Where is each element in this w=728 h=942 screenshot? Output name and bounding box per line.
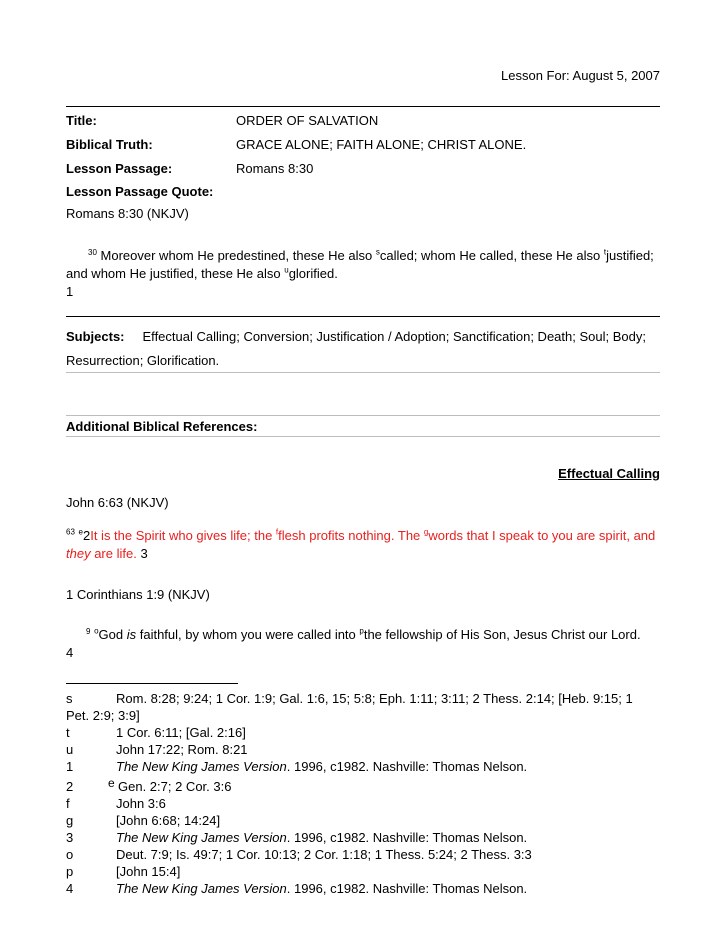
footnote-item: t 1 Cor. 6:11; [Gal. 2:16]: [66, 725, 246, 740]
section-heading-effectual-calling: Effectual Calling: [558, 466, 660, 481]
subjects-list: Effectual Calling; Conversion; Justification / Adoption; Sanctification; Death; Soul; Body;: [142, 329, 646, 344]
footnote-item: 3 The New King James Version. 1996, c1982. Nashville: Thomas Nelson.: [66, 830, 528, 845]
footnote-item: f John 3:6: [66, 796, 166, 811]
footnote-mark: e: [78, 527, 83, 537]
footnote-mark: u: [284, 265, 289, 275]
lesson-passage-label: Lesson Passage:: [66, 161, 173, 176]
biblical-truth-label: Biblical Truth:: [66, 137, 153, 152]
footnote-item: o Deut. 7:9; Is. 49:7; 1 Cor. 10:13; 2 Cor. 1:18; 1 Thess. 5:24; 2 Thess. 3:3: [66, 847, 532, 862]
footnote-ref: 1: [66, 284, 74, 299]
footnote-item: s Rom. 8:28; 9:24; 1 Cor. 1:9; Gal. 1:6, 15; 5:8; Eph. 1:11; 3:11; 2 Thess. 2:14; [Heb. 9:15; 1: [66, 691, 633, 706]
biblical-truth-value: GRACE ALONE; FAITH ALONE; CHRIST ALONE.: [236, 137, 527, 152]
verse-number: 30: [88, 247, 97, 257]
lesson-date: Lesson For: August 5, 2007: [501, 68, 660, 83]
subjects-label: Subjects:: [66, 329, 125, 344]
footnote-item: p [John 15:4]: [66, 864, 181, 879]
footnote-ref: 3: [140, 546, 148, 561]
reference-1-cor-1-9: 1 Corinthians 1:9 (NKJV): [66, 587, 210, 602]
footnote-item: Pet. 2:9; 3:9]: [66, 708, 140, 723]
footnote-item: g [John 6:68; 14:24]: [66, 813, 221, 828]
verse-number: 63: [66, 527, 75, 537]
header-divider: [66, 106, 660, 107]
footnote-ref: 2: [82, 528, 91, 543]
title-label: Title:: [66, 113, 97, 128]
footnote-mark: t: [603, 247, 607, 257]
footnote-mark: f: [275, 527, 279, 537]
footnote-separator: [66, 683, 238, 684]
footnote-mark: p: [359, 626, 364, 636]
footnote-item: 1 The New King James Version. 1996, c1982. Nashville: Thomas Nelson.: [66, 759, 528, 774]
verse-divider: [66, 316, 660, 317]
subjects-block: [66, 325, 666, 373]
passage-quote-ref: Romans 8:30 (NKJV): [66, 206, 189, 221]
footnote-mark: s: [375, 247, 380, 257]
footnote-ref: 4: [66, 645, 74, 660]
lesson-verse: $^{30}$ Moreover whom He predestined, these He also $^s$called; whom He called, these He also $^t$justified; and whom He justified, these He also $^u$glorified. 1: [66, 247, 654, 299]
subjects-divider: [66, 372, 660, 373]
passage-quote-label: Lesson Passage Quote:: [66, 184, 214, 199]
additional-top-rule: [66, 415, 660, 416]
verse-john-6-63: $^{63}$ $^e$2It is the Spirit who gives life; the $^f$flesh profits nothing. The $^g$words that I speak to you are spirit, and they are life. 3: [66, 527, 656, 561]
footnote-mark: g: [423, 527, 429, 537]
title-value: ORDER OF SALVATION: [236, 113, 379, 128]
subjects-list-cont: Resurrection; Glorification.: [66, 353, 220, 368]
footnote-item: 2 e Gen. 2:7; 2 Cor. 3:6: [66, 776, 232, 794]
additional-bottom-rule: [66, 436, 660, 437]
footnote-mark: o: [94, 626, 99, 636]
footnote-item: 4 The New King James Version. 1996, c1982. Nashville: Thomas Nelson.: [66, 881, 528, 896]
verse-1-cor-1-9: $^9$ $^o$God is faithful, by whom you were called into $^p$the fellowship of His Son, Jesus Christ our Lord. 4: [66, 626, 641, 660]
verse-number: 9: [86, 626, 91, 636]
footnote-item: u John 17:22; Rom. 8:21: [66, 742, 248, 757]
lesson-passage-value: Romans 8:30: [236, 161, 314, 176]
additional-references-label: Additional Biblical References:: [66, 419, 258, 434]
reference-john-6-63: John 6:63 (NKJV): [66, 495, 169, 510]
footnotes: [66, 690, 666, 897]
